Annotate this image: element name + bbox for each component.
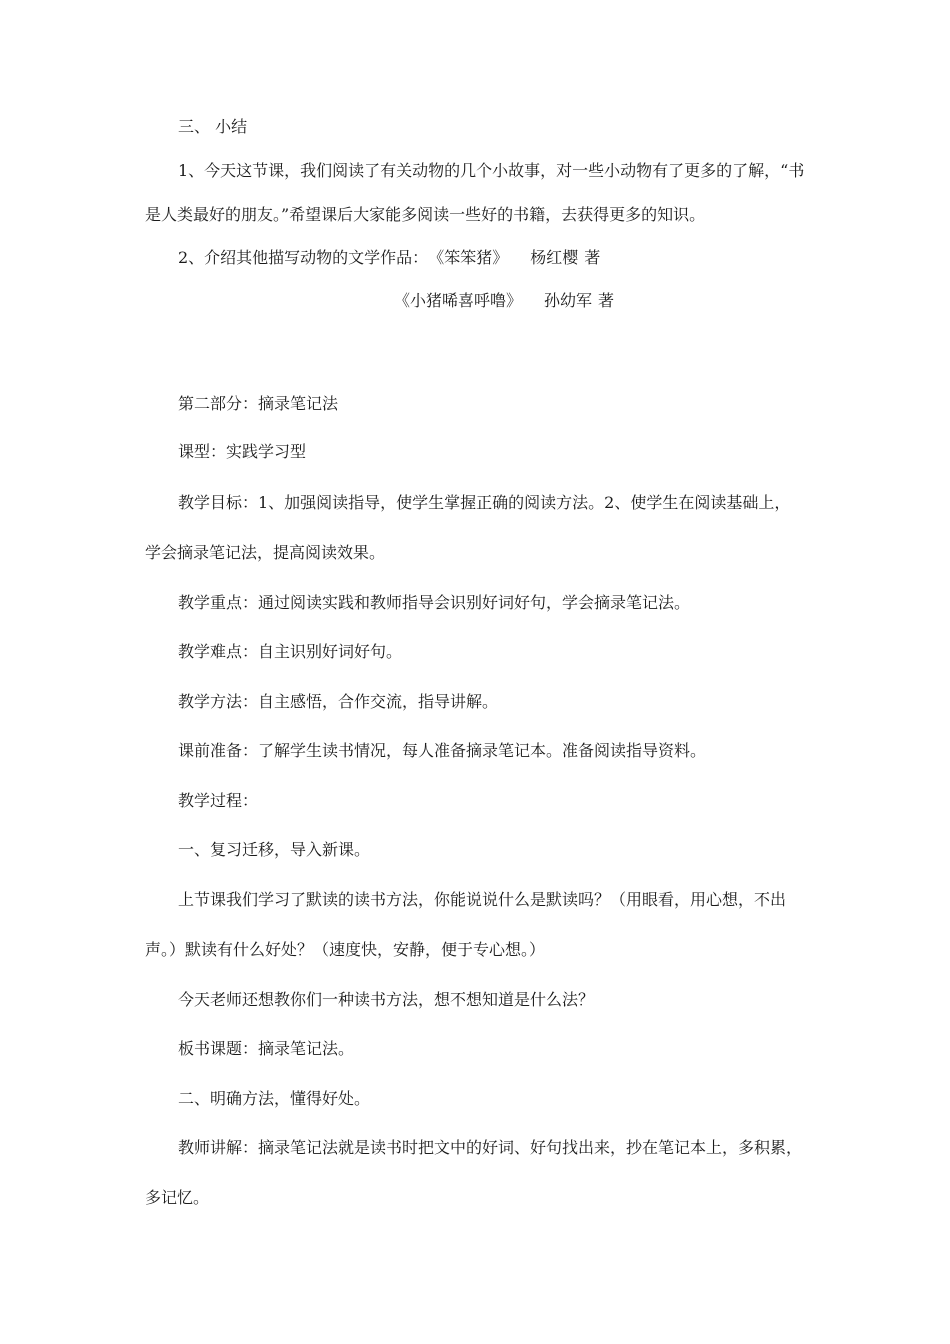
book-title-1: 《笨笨猪》: [428, 248, 509, 267]
review-line-1: 上节课我们学习了默读的读书方法，你能说说什么是默读吗？（用眼看，用心想，不出: [178, 890, 787, 909]
teacher-explain-line-1: 教师讲解：摘录笔记法就是读书时把文中的好词、好句找出来，抄在笔记本上，多积累，: [178, 1138, 803, 1157]
teaching-method: 教学方法：自主感悟，合作交流，指导讲解。: [178, 692, 499, 711]
teaching-key-point: 教学重点：通过阅读实践和教师指导会识别好词好句，学会摘录笔记法。: [178, 593, 691, 612]
teaching-goal-line-2: 学会摘录笔记法，提高阅读效果。: [145, 543, 386, 562]
teaching-goal-line-1: 教学目标：1、加强阅读指导，使学生掌握正确的阅读方法。2、使学生在阅读基础上，: [178, 493, 791, 512]
review-line-2: 声。）默读有什么好处？（速度快，安静，便于专心想。）: [145, 940, 546, 959]
summary-paragraph-2: [178, 247, 600, 269]
book-author-1: 杨红樱: [530, 248, 579, 267]
part2-title: 第二部分：摘录笔记法: [178, 394, 339, 413]
book-line-2: [394, 290, 614, 312]
summary-paragraph-1-line-2: 是人类最好的朋友。”希望课后大家能多阅读一些好的书籍，去获得更多的知识。: [145, 205, 706, 224]
board-title: 板书课题：摘录笔记法。: [178, 1039, 355, 1058]
section-heading-summary: 三、 小结: [178, 117, 248, 136]
summary-paragraph-1-line-1: 1、今天这节课，我们阅读了有关动物的几个小故事，对一些小动物有了更多的了解，“书: [178, 161, 805, 180]
class-preparation: 课前准备：了解学生读书情况，每人准备摘录笔记本。准备阅读指导资料。: [178, 741, 707, 760]
book-suffix-2: 著: [598, 291, 615, 310]
intro-new-method: 今天老师还想教你们一种读书方法，想不想知道是什么法？: [178, 990, 595, 1009]
book-author-2: 孙幼军: [544, 291, 593, 310]
lesson-type: 课型：实践学习型: [178, 442, 307, 461]
step-1-heading: 一、复习迁移，导入新课。: [178, 840, 371, 859]
teaching-difficulty: 教学难点：自主识别好词好句。: [178, 642, 403, 661]
teaching-process-heading: 教学过程：: [178, 791, 259, 810]
teacher-explain-line-2: 多记忆。: [145, 1188, 210, 1207]
step-2-heading: 二、明确方法，懂得好处。: [178, 1089, 371, 1108]
book-suffix-1: 著: [584, 248, 601, 267]
book-title-2: 《小猪唏喜呼噜》: [394, 291, 523, 310]
books-intro: 2、介绍其他描写动物的文学作品：: [178, 248, 429, 267]
